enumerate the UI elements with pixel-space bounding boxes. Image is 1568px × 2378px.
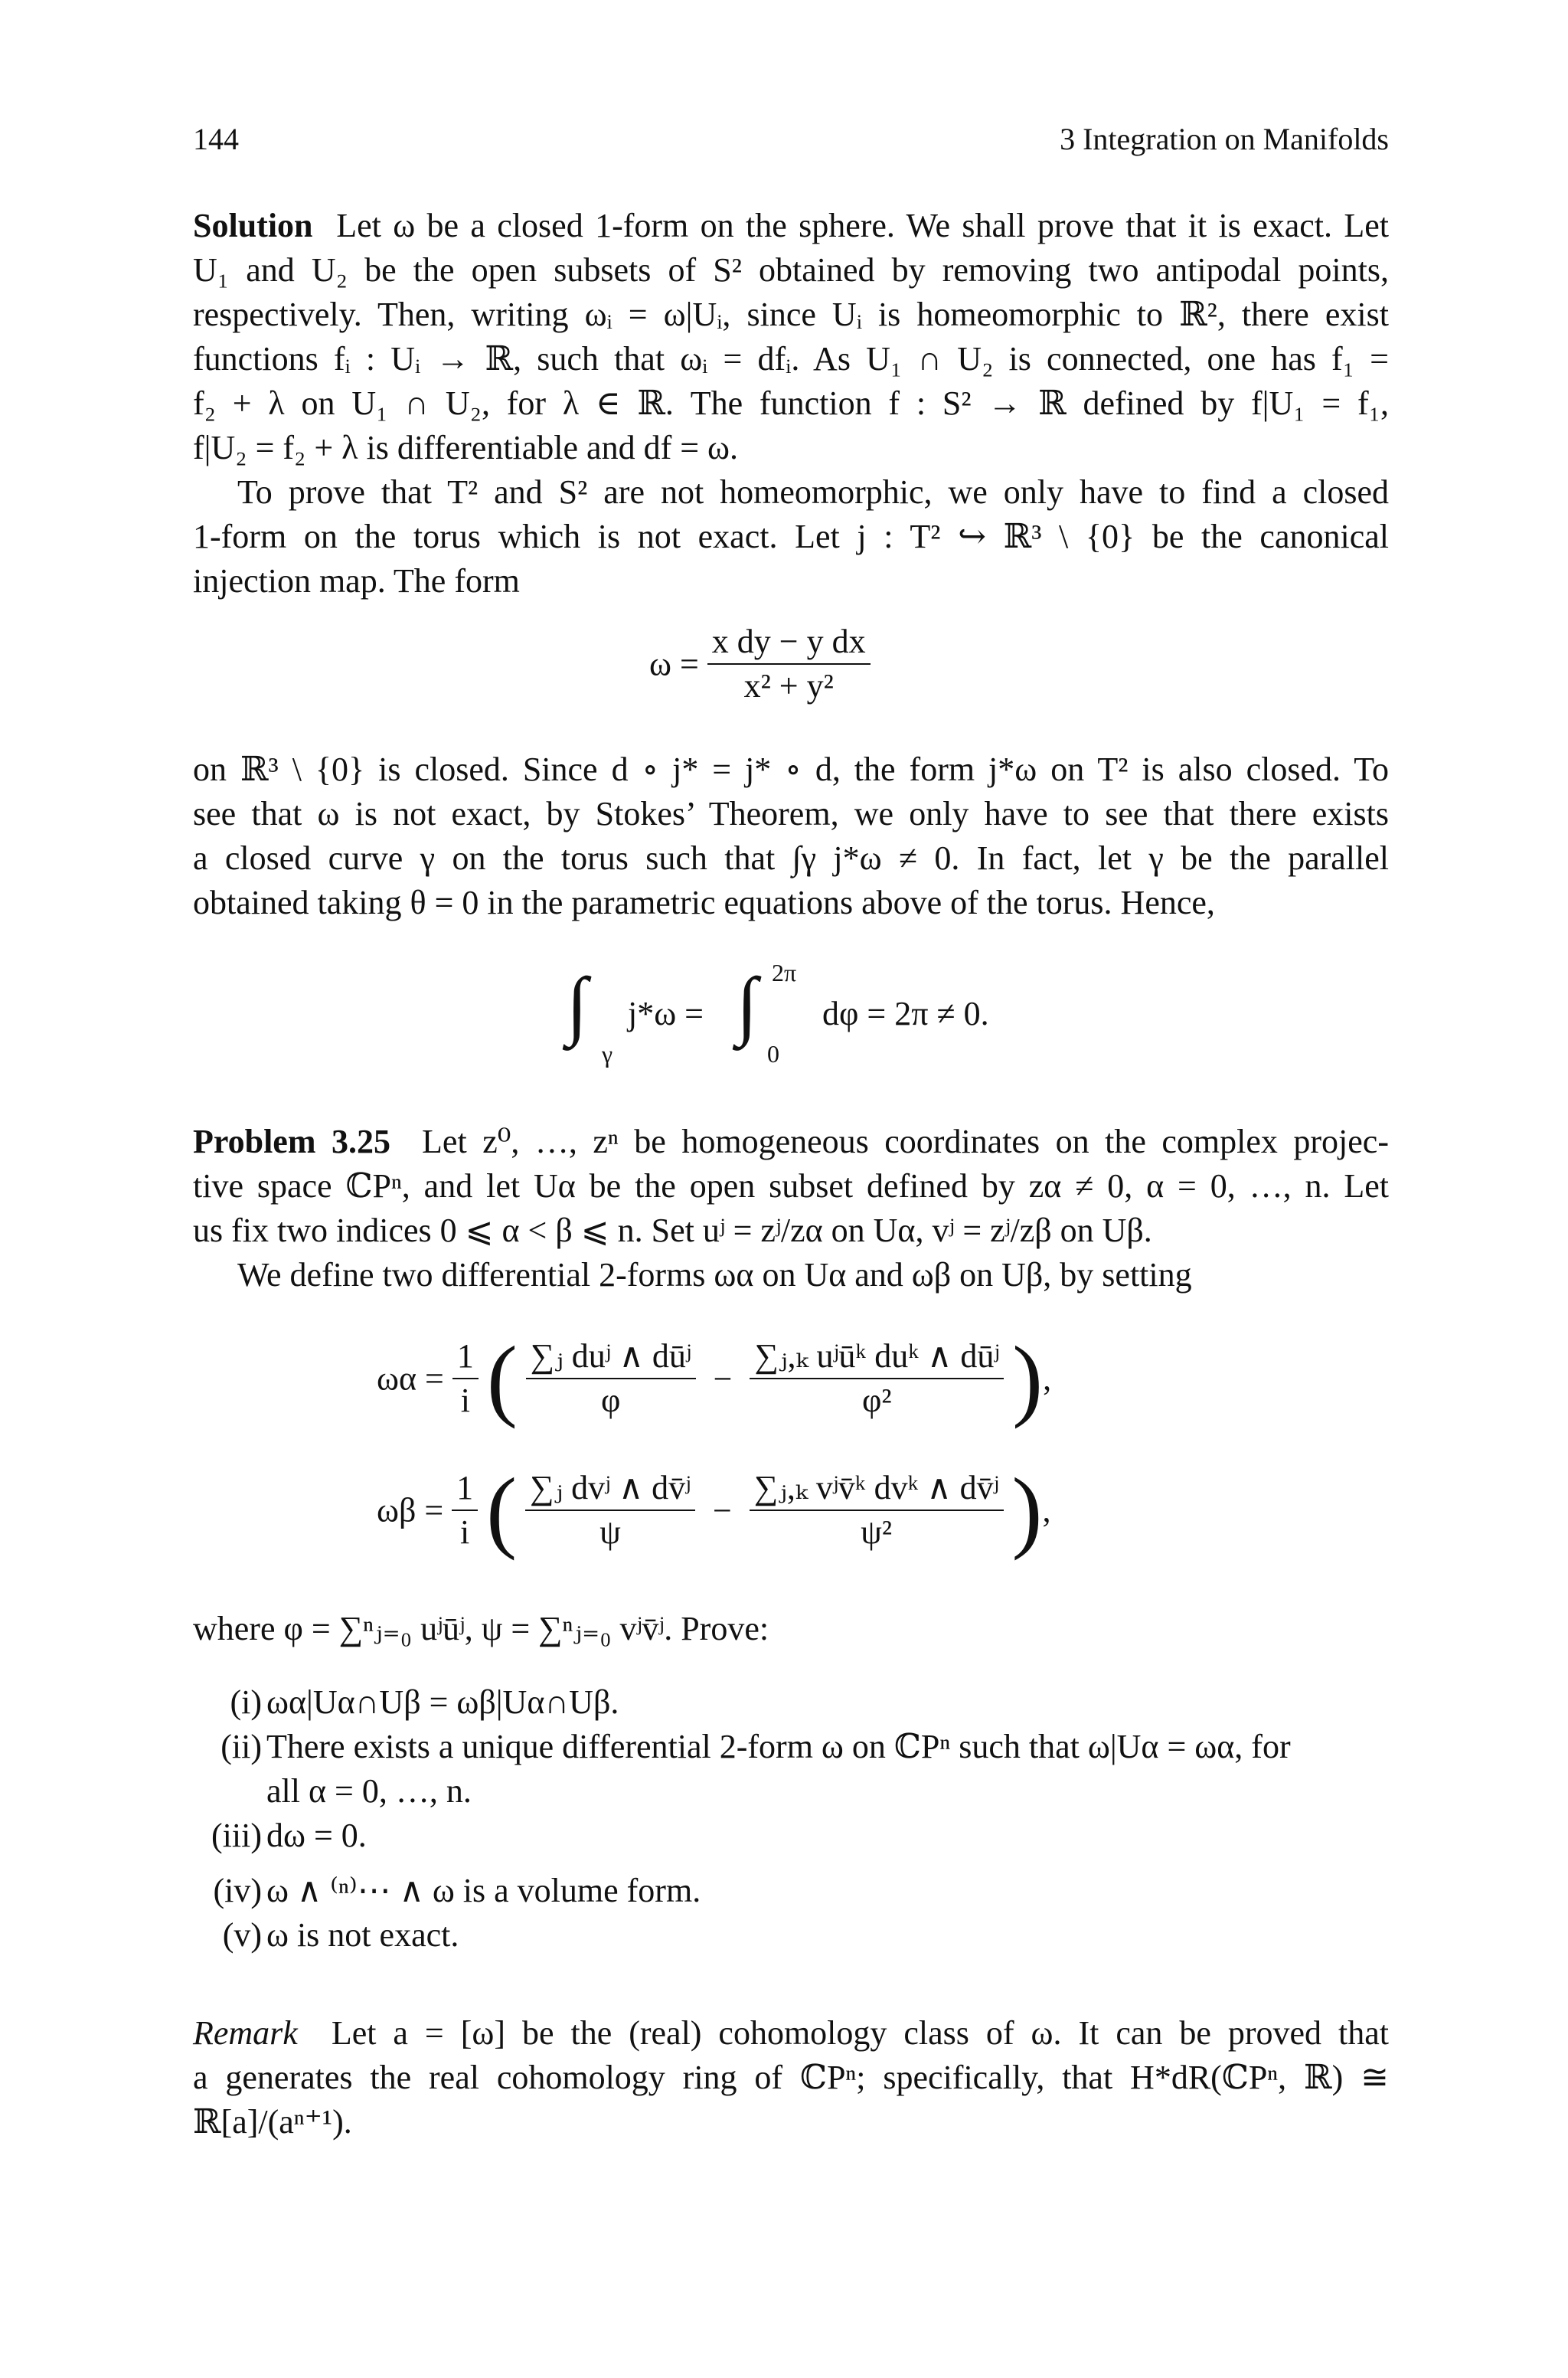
problem-line-1 — [193, 1120, 1389, 1164]
equation-omega — [649, 620, 871, 708]
eq-alpha-term1-num: ∑ⱼ duʲ ∧ dūʲ — [526, 1335, 696, 1379]
eq-beta-term2-den: ψ² — [861, 1513, 893, 1551]
eq-beta-lparen: ( — [486, 1459, 518, 1561]
eq-beta-coef — [452, 1467, 478, 1554]
item-label: (iii) — [211, 1817, 262, 1854]
problem-line-2: tive space ℂPⁿ, and let Uα be the open subset defined by zα ≠ 0, α = 0, …, n. Let — [193, 1167, 1389, 1205]
solution-label: Solution — [193, 207, 313, 244]
equation-omega-alpha — [377, 1327, 1052, 1429]
eq1-numerator: x dy − y dx — [707, 620, 871, 665]
eq-beta-coef-num: 1 — [452, 1467, 478, 1511]
item-label: (v) — [222, 1916, 262, 1954]
eq-alpha-term2 — [750, 1335, 1004, 1422]
remark-line-2: a generates the real cohomology ring of ℂPⁿ; specifically, that H*dR(ℂPⁿ, ℝ) ≅ — [193, 2059, 1389, 2096]
item-label: (iv) — [213, 1872, 262, 1909]
item-text: all α = 0, …, n. — [266, 1772, 472, 1810]
solution-line-13: obtained taking θ = 0 in the parametric equations above of the torus. Hence, — [193, 884, 1215, 921]
eq-beta-term1 — [525, 1467, 695, 1554]
eq-alpha-minus: − — [713, 1359, 733, 1398]
item-text: ωα|Uα∩Uβ = ωβ|Uα∩Uβ. — [266, 1683, 619, 1721]
eq-alpha-coef-den: i — [460, 1382, 470, 1419]
eq-alpha-term2-num: ∑ⱼ,ₖ uʲūᵏ duᵏ ∧ dūʲ — [750, 1335, 1004, 1379]
page-number: 144 — [193, 122, 239, 156]
eq-alpha-term1-den: φ — [601, 1382, 621, 1419]
eq-alpha-tail: , — [1043, 1359, 1052, 1398]
solution-line-11: see that ω is not exact, by Stokes’ Theorem, we only have to see that there exists — [193, 795, 1389, 832]
solution-line-3: respectively. Then, writing ωᵢ = ω|Uᵢ, since Uᵢ is homeomorphic to ℝ², there exist — [193, 296, 1389, 333]
solution-line-8: 1-form on the torus which is not exact. Let j : T² ↪ ℝ³ \ {0} be the canonical — [193, 518, 1389, 555]
problem-line-4: We define two differential 2-forms ωα on Uα and ωβ on Uβ, by setting — [237, 1256, 1192, 1294]
item-text: ω ∧ ⁽ⁿ⁾⋯ ∧ ω is a volume form. — [266, 1872, 701, 1909]
item-text: dω = 0. — [266, 1817, 367, 1854]
solution-line-5: f₂ + λ on U₁ ∩ U₂, for λ ∈ ℝ. The function f : S² → ℝ defined by f|U₁ = f₁, — [193, 384, 1389, 422]
eq-alpha-coef-num: 1 — [452, 1335, 479, 1379]
item-label: (i) — [230, 1683, 262, 1721]
solution-line-2: U₁ and U₂ be the open subsets of S² obtained by removing two antipodal points, — [193, 251, 1389, 289]
eq-alpha-coef — [452, 1335, 479, 1422]
eq-beta-term1-num: ∑ⱼ dvʲ ∧ dv̄ʲ — [525, 1467, 695, 1511]
solution-line-10: on ℝ³ \ {0} is closed. Since d ∘ j* = j* ∘ d, the form j*ω on T² is also closed. To — [193, 751, 1389, 788]
eq-beta-rparen: ) — [1011, 1459, 1043, 1561]
item-label: (ii) — [220, 1728, 262, 1765]
item-text: ω is not exact. — [266, 1916, 459, 1954]
eq1-fraction — [707, 620, 871, 708]
solution-line-4: functions fᵢ : Uᵢ → ℝ, such that ωᵢ = dfᵢ. As U₁ ∩ U₂ is connected, one has f₁ = — [193, 340, 1389, 378]
eq-beta-lhs: ωβ = — [377, 1491, 444, 1529]
eq-beta-term2 — [750, 1467, 1004, 1554]
integral-2-sub: 0 — [767, 1040, 779, 1068]
solution-line-12: a closed curve γ on the torus such that ∫γ j*ω ≠ 0. In fact, let γ be the parallel — [193, 839, 1389, 877]
eq-alpha-rparen: ) — [1012, 1327, 1044, 1429]
where-line: where φ = ∑ⁿⱼ₌₀ uʲūʲ, ψ = ∑ⁿⱼ₌₀ vʲv̄ʲ. Prove: — [193, 1610, 769, 1647]
integrand-1: j*ω = — [628, 995, 704, 1032]
eq-beta-minus: − — [713, 1491, 732, 1529]
integral-rhs: dφ = 2π ≠ 0. — [822, 995, 989, 1032]
solution-line-6: f|U₂ = f₂ + λ is differentiable and df = ω. — [193, 429, 739, 466]
item-text: There exists a unique differential 2-form ω on ℂPⁿ such that ω|Uα = ωα, for — [266, 1728, 1291, 1765]
integral-2-sup: 2π — [772, 959, 797, 986]
eq-beta-coef-den: i — [460, 1513, 470, 1551]
remark-line-3: ℝ[a]/(aⁿ⁺¹). — [193, 2103, 352, 2141]
eq-alpha-term1 — [526, 1335, 696, 1422]
eq-beta-tail: , — [1042, 1491, 1051, 1529]
integral-sign-1: ∫ — [567, 962, 588, 1047]
solution-line-1 — [193, 204, 1389, 248]
remark-text-1: Let a = [ω] be the (real) cohomology class of ω. It can be proved that — [331, 2014, 1390, 2052]
eq-alpha-lparen: ( — [486, 1327, 518, 1429]
integral-1-sub: γ — [602, 1040, 613, 1068]
problem-line-3: us fix two indices 0 ⩽ α < β ⩽ n. Set uʲ = zʲ/zα on Uα, vʲ = zʲ/zβ on Uβ. — [193, 1212, 1152, 1249]
eq-beta-term1-den: ψ — [599, 1513, 621, 1551]
remark-label: Remark — [193, 2014, 298, 2052]
eq1-denominator: x² + y² — [743, 667, 834, 705]
eq1-lhs: ω = — [649, 645, 699, 683]
eq-alpha-lhs: ωα = — [377, 1359, 444, 1398]
solution-text-1: Let ω be a closed 1-form on the sphere. We shall prove that it is exact. Let — [336, 207, 1389, 244]
running-title: 3 Integration on Manifolds — [1060, 122, 1389, 156]
equation-omega-beta — [377, 1459, 1051, 1561]
problem-text-1: Let z⁰, …, zⁿ be homogeneous coordinates on the complex projec- — [422, 1123, 1389, 1160]
problem-label: Problem 3.25 — [193, 1123, 391, 1160]
eq-beta-term2-num: ∑ⱼ,ₖ vʲv̄ᵏ dvᵏ ∧ dv̄ʲ — [750, 1467, 1004, 1511]
remark-line-1 — [193, 2011, 1389, 2056]
eq-alpha-term2-den: φ² — [862, 1382, 892, 1419]
integral-sign-2: ∫ — [737, 962, 758, 1047]
solution-line-7: To prove that T² and S² are not homeomorphic, we only have to find a closed — [237, 473, 1389, 511]
solution-line-9: injection map. The form — [193, 562, 520, 600]
